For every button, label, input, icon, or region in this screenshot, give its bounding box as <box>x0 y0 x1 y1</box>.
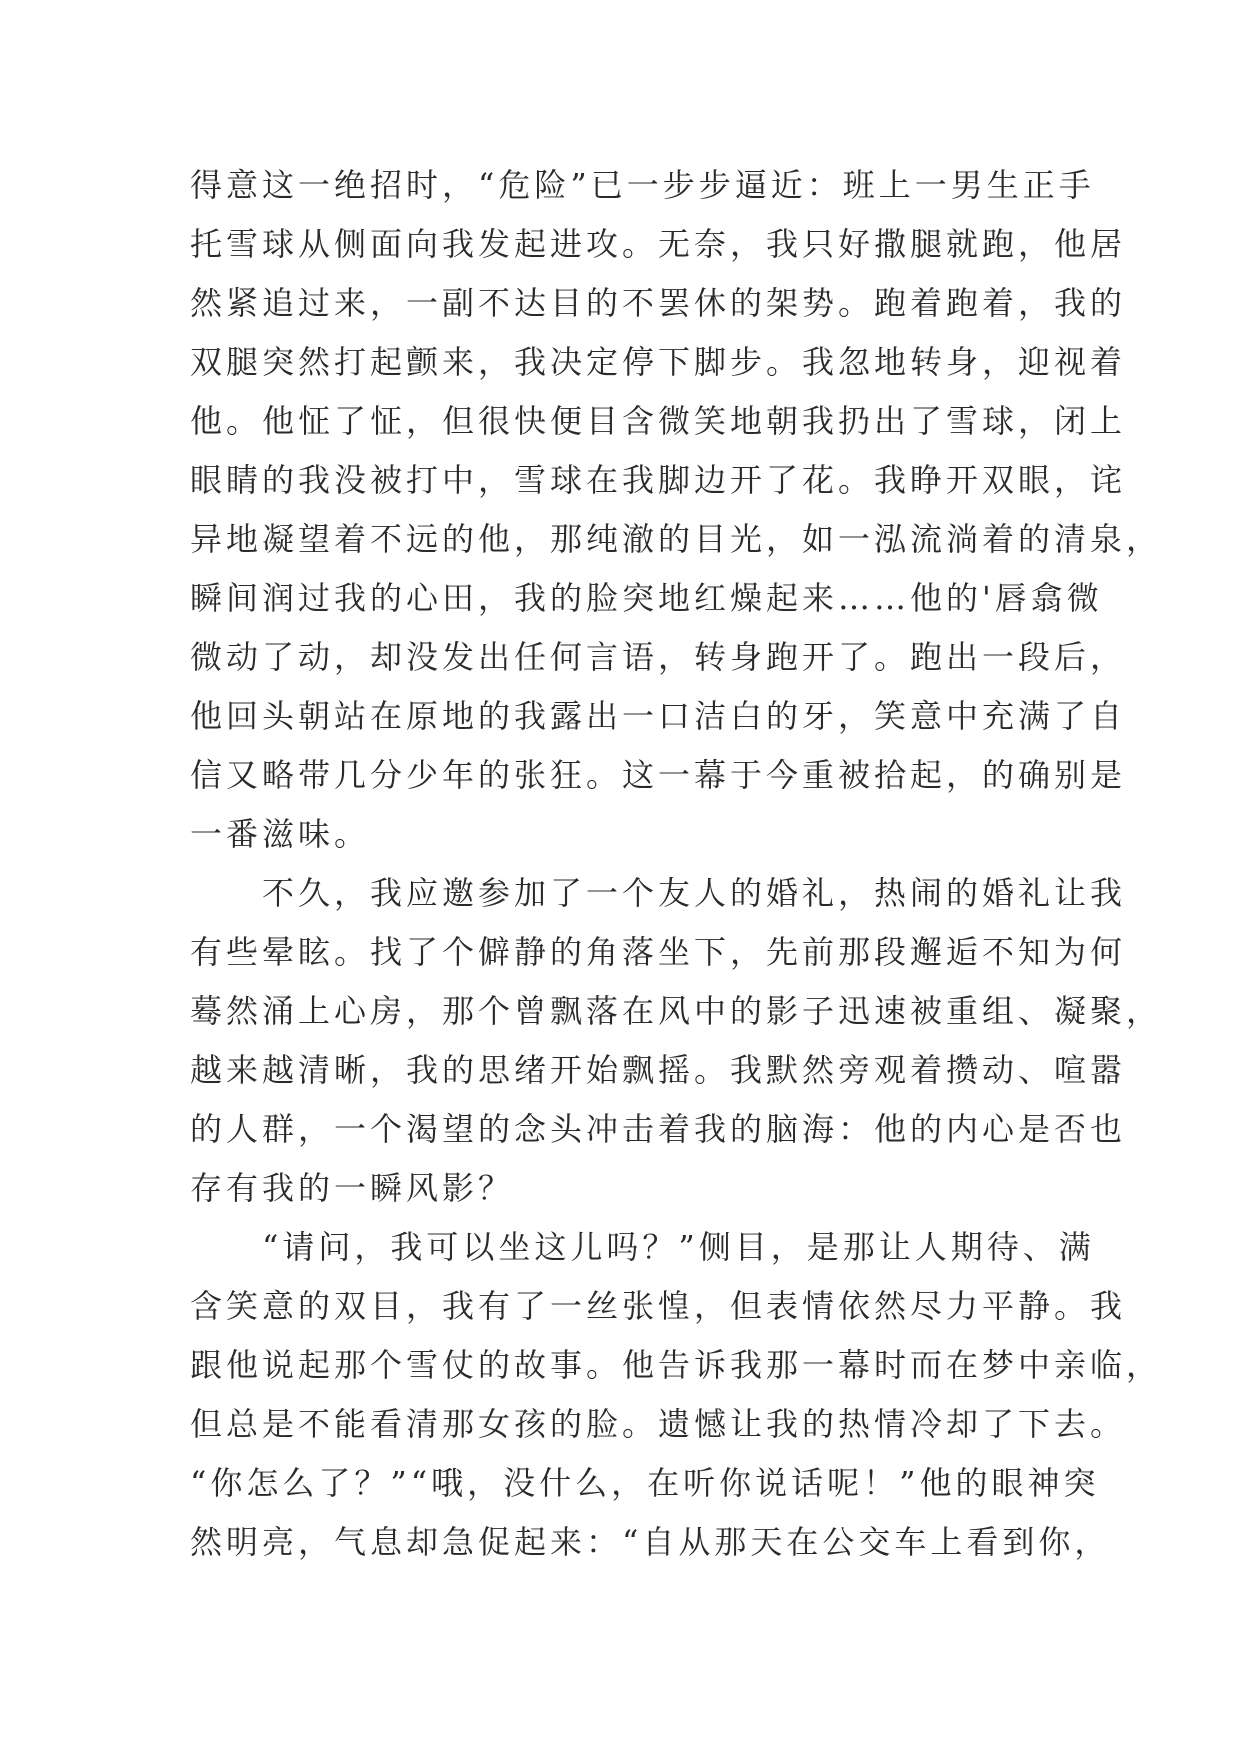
text-line: 蓦然涌上心房，那个曾飘落在风中的影子迅速被重组、凝聚， <box>190 992 1163 1030</box>
text-line: 含笑意的双目，我有了一丝张惶，但表情依然尽力平静。我 <box>190 1287 1127 1325</box>
body-text <box>190 156 1163 1572</box>
text-line: 异地凝望着不远的他，那纯澈的目光，如一泓流淌着的清泉， <box>190 520 1163 558</box>
text-line: “你怎么了？”“哦，没什么，在听你说话呢！”他的眼神突 <box>190 1464 1100 1502</box>
text-line: 微动了动，却没发出任何言语，转身跑开了。跑出一段后， <box>190 638 1127 676</box>
text-line: 的人群，一个渴望的念头冲击着我的脑海：他的内心是否也 <box>190 1110 1127 1148</box>
text-line: 有些晕眩。找了个僻静的角落坐下，先前那段邂逅不知为何 <box>190 933 1127 971</box>
text-line: 他回头朝站在原地的我露出一口洁白的牙，笑意中充满了自 <box>190 697 1127 735</box>
text-line: 存有我的一瞬风影？ <box>190 1169 515 1207</box>
text-line: 越来越清晰，我的思绪开始飘摇。我默然旁观着攒动、喧嚣 <box>190 1051 1127 1089</box>
text-line: 然紧追过来，一副不达目的不罢休的架势。跑着跑着，我的 <box>190 284 1127 322</box>
text-line: 但总是不能看清那女孩的脸。遗憾让我的热情冷却了下去。 <box>190 1405 1127 1443</box>
text-line: 托雪球从侧面向我发起进攻。无奈，我只好撒腿就跑，他居 <box>190 225 1127 263</box>
paragraph-first-line: 不久，我应邀参加了一个友人的婚礼，热闹的婚礼让我 <box>262 874 1127 912</box>
text-line: 信又略带几分少年的张狂。这一幕于今重被拾起，的确别是 <box>190 756 1127 794</box>
paragraph-first-line: “请问，我可以坐这儿吗？”侧目，是那让人期待、满 <box>262 1228 1095 1266</box>
text-line: 他。他怔了怔，但很快便目含微笑地朝我扔出了雪球，闭上 <box>190 402 1127 440</box>
text-line: 瞬间润过我的心田，我的脸突地红燥起来……他的'唇翕微 <box>190 579 1103 617</box>
text-line: 然明亮，气息却急促起来：“自从那天在公交车上看到你， <box>190 1523 1111 1561</box>
text-line: 跟他说起那个雪仗的故事。他告诉我那一幕时而在梦中亲临， <box>190 1346 1163 1384</box>
text-line: 双腿突然打起颤来，我决定停下脚步。我忽地转身，迎视着 <box>190 343 1127 381</box>
text-line: 一番滋味。 <box>190 815 371 853</box>
text-line: 眼睛的我没被打中，雪球在我脚边开了花。我睁开双眼，诧 <box>190 461 1127 499</box>
text-line: 得意这一绝招时，“危险”已一步步逼近：班上一男生正手 <box>190 166 1095 204</box>
